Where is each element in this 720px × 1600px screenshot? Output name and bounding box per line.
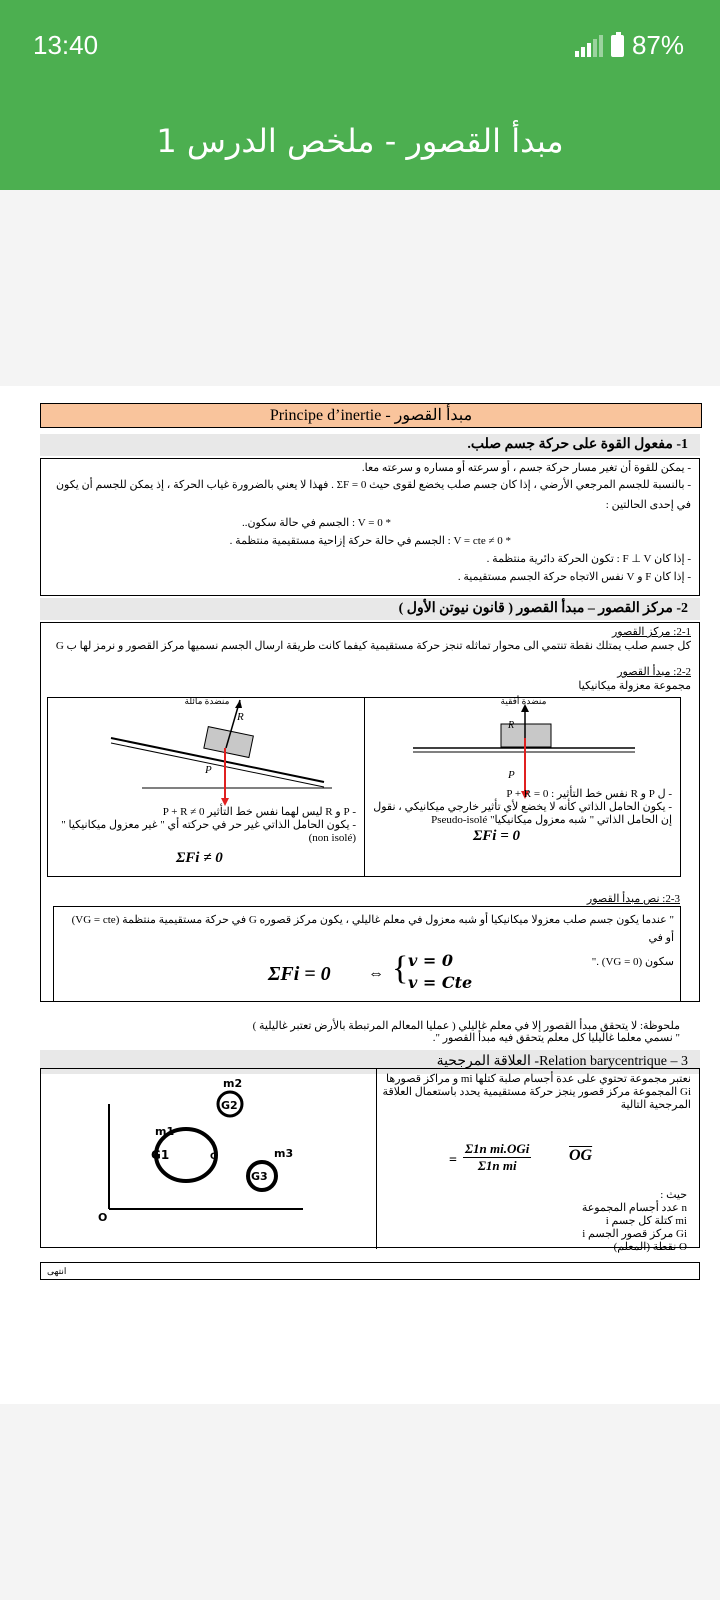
sec1-line: في إحدى الحالتين :: [605, 499, 691, 511]
law-text: [64, 911, 674, 971]
end-text: انتهى: [47, 1266, 67, 1276]
m2-label: m2: [223, 1077, 243, 1090]
sec1-line: * V = cte ≠ 0 : الجسم في حالة حركة إزاحية مستقيمية منتظمة .: [229, 535, 511, 547]
sec1-line: - إذا كان F و V نفس الاتجاه حركة الجسم مستقيمية .: [457, 571, 691, 583]
right-line: إن الحامل الذاتي " شبه معزول ميكانيكيا" Pseudo-isolé: [431, 814, 672, 826]
left-line: - يكون الحامل الذاتي غير حر في حركته أي " غير معزول ميكانيكيا ": [61, 819, 356, 831]
left-line: - P و R ليس لهما نفس خط التأثير P + R ≠ 0: [162, 806, 356, 818]
note-line: ملحوظة: لا يتحقق مبدأ القصور إلا في معلم غاليلي ( عمليا المعالم المرتبطة بالأرض تعتبر غاليلية ): [252, 1020, 680, 1032]
law-v0: v = 0: [408, 951, 453, 970]
P-label-h: P: [508, 769, 515, 781]
section3-divider: [376, 1069, 377, 1249]
law-sum: ΣFi = 0: [268, 963, 331, 985]
law-box: [53, 906, 681, 1002]
app-bar: [0, 0, 720, 190]
status-icons: [575, 30, 684, 61]
document-page: [0, 386, 720, 1404]
sec1-line: - إذا كان F ⊥ V : تكون الحركة دائرية منتظمة .: [486, 553, 691, 565]
law-line: " عندما يكون جسم صلب معزولا ميكانيكيا أو شبه معزول في معلم غاليلي ، يكون مركز قصوره G في حركة مستقيمية منتظمة (VG = cte) أو في: [71, 914, 674, 944]
P-arrowhead: [221, 798, 229, 806]
sec2-3-title: 2-3: نص مبدأ القصور: [586, 893, 680, 905]
law-vcte: v = Cte: [408, 973, 473, 992]
law-line: سكون (VG = 0) .": [591, 956, 674, 968]
sec1-line: - بالنسبة للجسم المرجعي الأرضي ، إذا كان جسم صلب يخضع لقوى حيث ΣF = 0 . فهذا لا يعني بالضرورة غياب الحركة ، إذ يمكن للجسم أن يكون: [55, 479, 691, 491]
page-title: مبدأ القصور - ملخص الدرس 1: [156, 122, 564, 160]
note: [20, 1020, 680, 1044]
left-text: [56, 806, 356, 845]
sec1-line: - يمكن للقوة أن تغير مسار حركة جسم ، أو سرعته أو مساره و سرعته معا.: [361, 462, 691, 474]
m1-label: m1: [155, 1125, 175, 1138]
G-label: G: [210, 1152, 218, 1162]
m3-label: m3: [274, 1147, 294, 1160]
where-line: Gi مركز قصور الجسم i: [582, 1228, 687, 1240]
section2-title: 2- مركز القصور – مبدأ القصور ( قانون نيوتن الأول ): [40, 598, 700, 620]
right-line: - ل P و R نفس خط التأثير : P + R = 0: [506, 788, 672, 800]
sec2-1-text: كل جسم صلب يمتلك نقطة تنتمي الى محوار تماثله تنجز حركة مستقيمية كيفما كانت طريقة ارسال الجسم نسميها مركز القصور و نرمز لها ب G: [55, 640, 691, 652]
G1-label: G1: [151, 1148, 170, 1162]
G3-label: G3: [251, 1170, 268, 1183]
left-line: (non isolé): [308, 832, 356, 844]
sec1-line: * V = 0 : الجسم في حالة سكون..: [241, 517, 391, 529]
right-line: - يكون الحامل الذاتي كأنه لا يخضع لأي تأثير خارجي ميكانيكي ، نقول: [373, 801, 672, 813]
sec3-text: نعتبر مجموعة تحتوي على عدة أجسام صلبة كتلها mi و مراكز قصورها Gi المجموعة مركز قصور ينجز حركة مستقيمية يحدد باستعمال العلاقة المرجحية التالية: [382, 1073, 691, 1111]
formula-denominator: Σ1n mi: [477, 1158, 517, 1173]
horizontal-cell: [364, 697, 681, 877]
battery-percent: 87%: [631, 30, 684, 60]
section3-title: Relation barycentrique – 3- العلاقة المرجحية: [40, 1050, 700, 1074]
sec2-2-text: مجموعة معزولة ميكانيكيا: [578, 680, 691, 692]
law-brace: {: [392, 950, 409, 987]
right-sum: ΣFi = 0: [473, 828, 521, 844]
R-label-h: R: [508, 720, 515, 731]
status-time: 13:40: [33, 30, 99, 60]
where-line: O نقطة (المعلم): [613, 1241, 687, 1253]
end-box: [40, 1262, 700, 1280]
sec2-1-title: 2-1: مركز القصور: [611, 626, 691, 638]
figures-table: [47, 697, 681, 877]
signal-icon: [575, 35, 603, 57]
inclined-cell: [47, 697, 365, 877]
inclined-label: منضدة مائلة: [184, 696, 230, 706]
section1-box: [40, 458, 700, 596]
right-text: [372, 788, 672, 827]
barycentre-diagram: [41, 1069, 371, 1247]
where-block: [487, 1189, 687, 1254]
left-sum: ΣFi ≠ 0: [176, 850, 223, 866]
formula-lhs: $\overline{OG}$: [569, 1147, 593, 1164]
doc-header: Principe d’inertie - مبدأ القصور: [40, 403, 702, 428]
sec2-2-title: 2-2: مبدأ القصور: [617, 666, 691, 678]
section3-box: [40, 1068, 700, 1253]
G2-label: G2: [221, 1099, 238, 1112]
formula: = Σ1n mi.OGi Σ1n mi: [449, 1141, 530, 1173]
R-label: R: [237, 711, 244, 723]
formula-numerator: Σ1n mi.OGi: [465, 1141, 530, 1156]
block-inclined: [204, 727, 254, 758]
where-line: mi كتلة كل جسم i: [605, 1215, 687, 1227]
law-equiv: ⇔: [368, 965, 384, 982]
note-line: " نسمي معلما غاليليا كل معلم يتحقق فيه مبدأ القصور ".: [432, 1032, 680, 1044]
horizontal-label: منضدة أفقية: [500, 696, 547, 706]
battery-icon: [611, 35, 624, 57]
barycentre-point: [211, 1141, 215, 1145]
section1-title: 1- مفعول القوة على حركة جسم صلب.: [40, 434, 700, 456]
where-line: n عدد أجسام المجموعة: [581, 1202, 687, 1214]
where-label: حيث :: [660, 1189, 687, 1201]
P-label: P: [205, 764, 212, 776]
O-label: O: [98, 1211, 108, 1224]
